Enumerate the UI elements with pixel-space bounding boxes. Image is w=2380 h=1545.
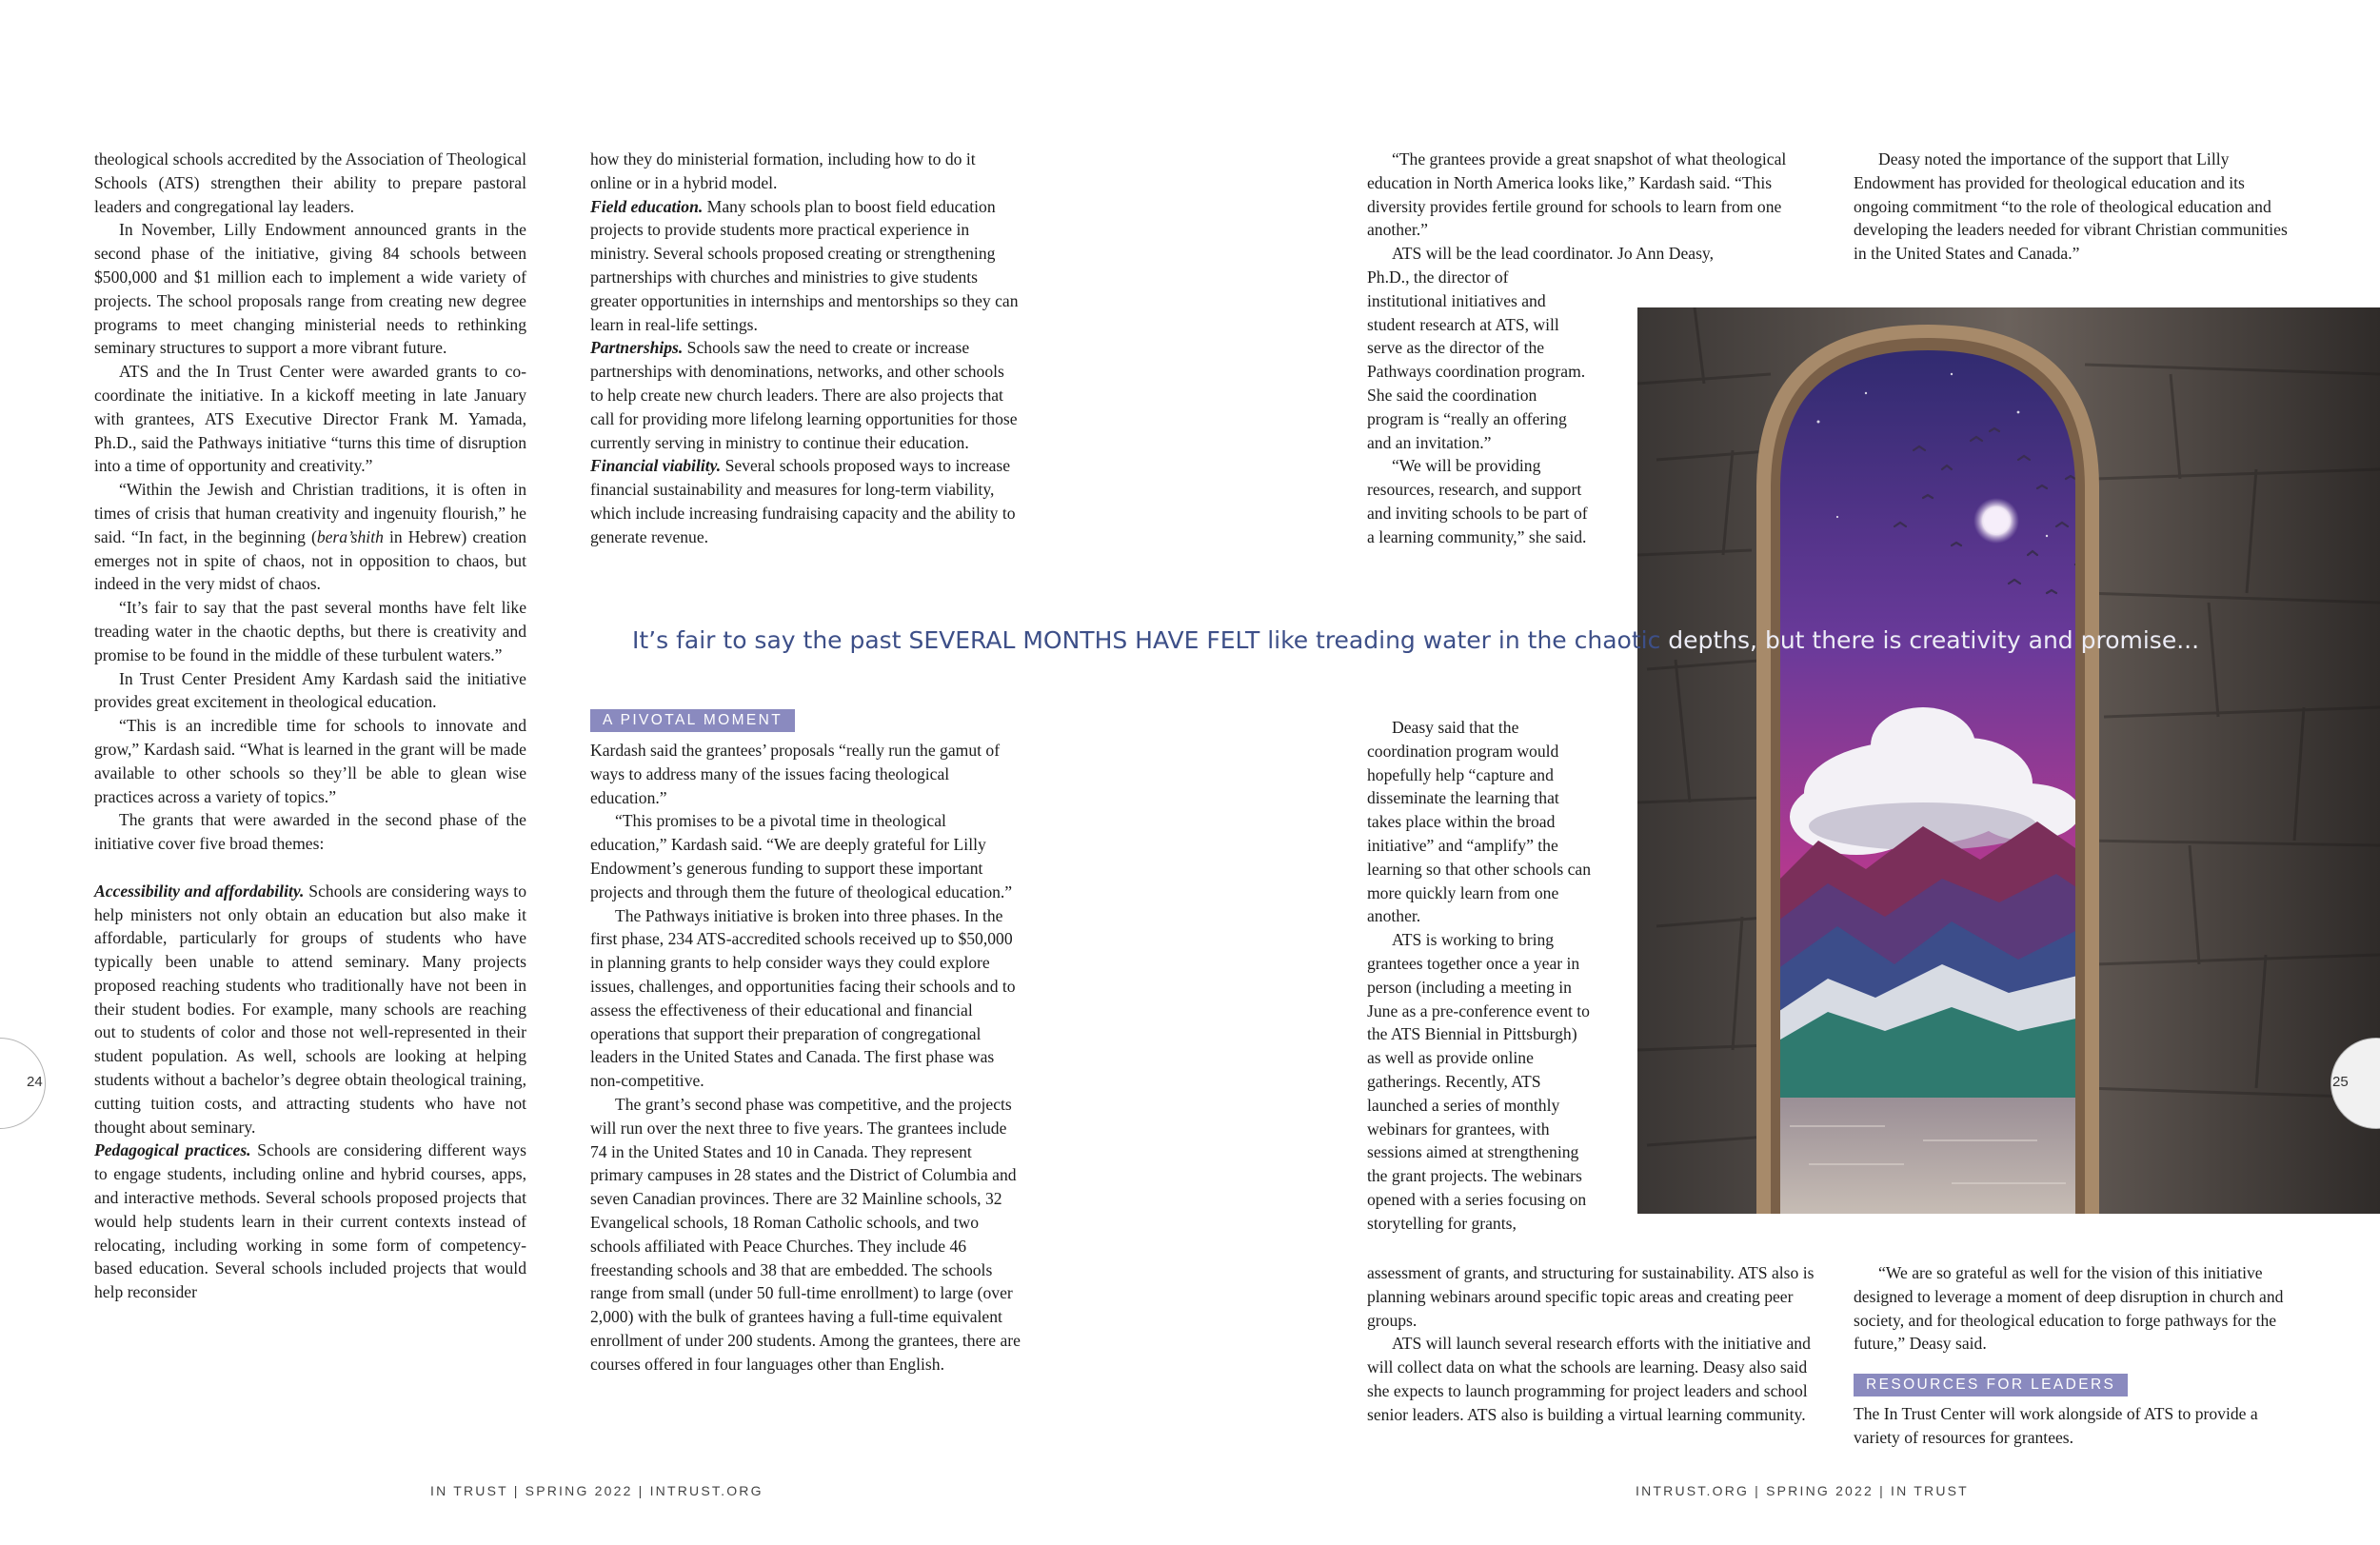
paragraph [94, 1139, 526, 1304]
page-number-right: 25 [2332, 1074, 2349, 1090]
paragraph [590, 336, 1021, 454]
paragraph [94, 667, 526, 715]
article-column-2-bottom [590, 739, 1021, 1377]
paragraph-text: In Trust Center President Amy Kardash said the initiative provides great excitement in theological education. [94, 668, 526, 712]
article-column-4-top [1854, 148, 2301, 266]
paragraph [590, 904, 1021, 1093]
paragraph-text: ATS is working to bring grantees together once a year in person (including a meeting in June as a pre-conference event to the ATS Biennial in Pittsburgh) as well as provide online gatherings. Recently, ATS launched a series of monthly webinars for grantees, with sessions aimed at strengthening the grant projects. The webinars opened with a series focusing on storytelling for grants, [1367, 930, 1590, 1233]
theme-heading: Partnerships. [590, 338, 684, 358]
paragraph-text: “We will be providing resources, research, and support and inviting schools to be part of a learning community,” she said. [1367, 456, 1588, 546]
article-column-3-narrow [1367, 266, 1591, 549]
paragraph-text: The grant’s second phase was competitive, and the projects will run over the next three to five years. The grantees include 74 in the United States and 10 in Canada. They represent primary campuses in 28 states and the District of Columbia and seven Canadian provinces. There are 32 Mainline schools, 32 Evangelical schools, 18 Roman Catholic schools, and two schools affiliated with Peace Churches. They include 46 freestanding schools and 38 that are embedded. The schools range from small (under 50 full-time enrollment) to large (over 2,000) with the bulk of grantees having a full-time equivalent enrollment of under 200 students. Among the grantees, there are courses offered in four languages other than English. [590, 1094, 1021, 1374]
page-number-left: 24 [27, 1074, 43, 1090]
paragraph [1367, 716, 1591, 928]
article-column-4-after [1854, 1402, 2301, 1450]
paragraph-text: Ph.D., the director of institutional initiatives and student research at ATS, will serve as the director of the Pathways coordination program. [1367, 267, 1586, 382]
paragraph [1367, 266, 1591, 384]
theme-heading: Accessibility and affordability. [94, 881, 305, 901]
theme-heading: Field education. [590, 196, 704, 216]
article-column-2-top [590, 148, 1021, 549]
paragraph [94, 218, 526, 360]
article-column-3-bottom [1367, 1261, 1815, 1427]
paragraph [94, 714, 526, 808]
paragraph [1854, 1261, 2301, 1356]
paragraph [590, 1093, 1021, 1377]
paragraph-text: “We are so grateful as well for the vision of this initiative designed to leverage a moment of deep disruption in church and society, and for theological education to forge pathways for the future,” Deasy said. [1854, 1263, 2284, 1354]
paragraph [94, 808, 526, 856]
paragraph-text: Deasy said that the coordination program would hopefully help “capture and disseminate the learning that takes place within the broad initiative” and “amplify” the learning so that other schools can more quickly learn from one another. [1367, 718, 1592, 926]
section-label-pivotal-moment [590, 709, 795, 732]
paragraph-text: “This promises to be a pivotal time in theological education,” Kardash said. “We are deeply grateful for Lilly Endowment’s generous funding to support these important projects and through them the future of theological education.” [590, 811, 1013, 901]
paragraph [1367, 1332, 1815, 1426]
paragraph-text: ATS will be the lead coordinator. Jo Ann Deasy, [1392, 244, 1714, 264]
paragraph-text: Many schools plan to boost field education projects to provide students more practical experience in ministry. Several schools proposed creating or strengthening partnerships with churches and ministries to give students greater opportunities in internships and mentorships so they can learn in real-life settings. [590, 196, 1019, 334]
paragraph-text: Deasy noted the importance of the support that Lilly Endowment has provided for theological education and its ongoing commitment “to the role of theological education and developing the leaders needed for vibrant Christian communities in the United States and Canada.” [1854, 149, 2288, 264]
paragraph [1367, 454, 1591, 548]
section-label-text: RESOURCES FOR LEADERS [1854, 1374, 2128, 1396]
paragraph-text: in Hebrew) creation emerges not in spite of chaos, not in opposition to chaos, but indeed in the very midst of chaos. [94, 526, 526, 594]
paragraph [94, 360, 526, 478]
paragraph-text: She said the coordination program is “really an offering and an invitation.” [1367, 385, 1567, 452]
paragraph-text: Schools are considering different ways to engage students, including online and hybrid courses, apps, and interactive methods. Several schools proposed projects that would help students learn in their current contexts instead of relocating, including working in some form of competency-based education. Several schools included projects that would help reconsider [94, 1140, 526, 1302]
paragraph-text: ATS and the In Trust Center were awarded grants to co-coordinate the initiative. In a kickoff meeting in late January with grantees, ATS Executive Director Frank M. Yamada, Ph.D., said the Pathways initiative “turns this time of disruption into a time of opportunity and creativity.” [94, 362, 526, 476]
paragraph-text: Schools are considering ways to help ministers not only obtain an education but also make it affordable, particularly for groups of students who have typically been unable to attend seminary. Many projects proposed reaching students who traditionally have not been in their student bodies. For example, many schools are reaching out to students of color and those not well-represented in their student population. As well, schools are looking at helping students without a bachelor’s degree obtain theological training, cutting tuition costs, and attracting students who have not thought about seminary. [94, 881, 526, 1137]
paragraph-text: Several schools proposed ways to increase financial sustainability and measures for long-term viability, which include increasing fundraising capacity and the ability to generate revenue. [590, 456, 1016, 546]
footer-left: IN TRUST | SPRING 2022 | INTRUST.ORG [430, 1483, 764, 1498]
arch-landscape-illustration [1637, 307, 2380, 1214]
paragraph-text: “The grantees provide a great snapshot of what theological education in North America looks like,” Kardash said. “This diversity provides fertile ground for schools to learn from one another.” [1367, 149, 1787, 240]
paragraph-text: In November, Lilly Endowment announced grants in the second phase of the initiative, giving 84 schools between $500,000 and $1 million each to implement a wide variety of projects. The school proposals range from creating new degree programs to meet changing ministerial needs to rethinking seminary structures to support a more vibrant future. [94, 220, 526, 358]
italic-term: bera’shith [316, 526, 384, 546]
article-column-3-top [1367, 148, 1815, 266]
paragraph [590, 195, 1021, 337]
paragraph [590, 454, 1021, 548]
paragraph [1854, 148, 2301, 266]
section-label-text: A PIVOTAL MOMENT [590, 709, 795, 732]
paragraph-text: “It’s fair to say that the past several months have felt like treading water in the chaotic depths, but there is creativity and promise to be found in the middle of these turbulent waters.” [94, 598, 526, 664]
paragraph [1367, 384, 1591, 454]
paragraph-text: The Pathways initiative is broken into three phases. In the first phase, 234 ATS-accredited schools received up to $50,000 in planning grants to help consider ways they could explore issues, challenges, and opportunities facing their schools and to assess the effectiveness of their educational and financial operations that support their preparation of congregational leaders in the United States and Canada. The first phase was non-competitive. [590, 905, 1016, 1091]
paragraph [94, 478, 526, 596]
paragraph [590, 148, 1021, 195]
paragraph-text: The grants that were awarded in the second phase of the initiative cover five broad themes: [94, 810, 526, 854]
paragraph [1854, 1402, 2301, 1450]
paragraph-text: “Within the Jewish and Christian traditions, it is often in times of crisis that human creativity and ingenuity flourish,” he said. “In fact, in the beginning ( [94, 480, 526, 546]
paragraph [590, 739, 1021, 809]
article-column-4-bottom [1854, 1261, 2301, 1356]
paragraph [1367, 242, 1815, 266]
paragraph-text: ATS will launch several research efforts with the initiative and will collect data on what the schools are learning. Deasy also said she expects to launch programming for project leaders and school senior leaders. ATS also is building a virtual learning community. [1367, 1334, 1811, 1424]
theme-heading: Financial viability. [590, 456, 722, 476]
article-column-1 [94, 148, 526, 1304]
section-label-resources [1854, 1374, 2128, 1396]
article-column-3-mid [1367, 716, 1591, 1236]
paragraph [1367, 928, 1591, 1235]
paragraph [1367, 148, 1815, 242]
paragraph [94, 148, 526, 218]
paragraph [1367, 1261, 1815, 1332]
paragraph [94, 596, 526, 666]
paragraph-text: The In Trust Center will work alongside of ATS to provide a variety of resources for grantees. [1854, 1404, 2258, 1447]
pull-quote-text: It’s fair to say the past SEVERAL MONTHS HAVE FELT like treading water in the chaotic [632, 626, 1669, 654]
paragraph [94, 880, 526, 1139]
paragraph-text: theological schools accredited by the Association of Theological Schools (ATS) strengthen their ability to prepare pastoral leaders and congregational lay leaders. [94, 149, 526, 216]
paragraph-text: “This is an incredible time for schools to innovate and grow,” Kardash said. “What is learned in the grant will be made available to other schools so they’ll be able to glean wise practices across a variety of topics.” [94, 716, 526, 806]
footer-right: INTRUST.ORG | SPRING 2022 | IN TRUST [1636, 1483, 1969, 1498]
pull-quote-text-over-image: depths, but there is creativity and promise... [1668, 626, 2200, 654]
theme-heading: Pedagogical practices. [94, 1140, 251, 1160]
paragraph [590, 809, 1021, 903]
paragraph-text: how they do ministerial formation, including how to do it online or in a hybrid model. [590, 149, 976, 192]
paragraph-text: Schools saw the need to create or increase partnerships with denominations, networks, and other schools to help create new church leaders. There are also projects that call for providing more lifelong learning opportunities for those currently serving in ministry to continue their education. [590, 338, 1018, 452]
paragraph-text: assessment of grants, and structuring for sustainability. ATS also is planning webinars around specific topic areas and creating peer groups. [1367, 1263, 1815, 1330]
pull-quote [632, 626, 2199, 654]
paragraph-text: Kardash said the grantees’ proposals “really run the gamut of ways to address many of the issues facing theological education.” [590, 741, 1001, 807]
